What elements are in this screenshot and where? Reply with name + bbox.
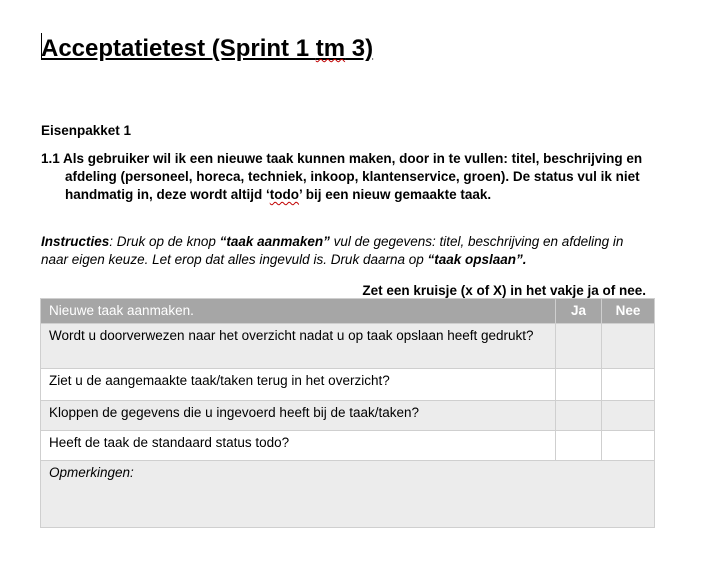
title-part1: Acceptatietest (Sprint 1: [41, 35, 316, 62]
question-cell: Ziet u de aangemaakte taak/taken terug in het overzicht?: [41, 369, 556, 401]
requirement-todo-word: todo: [269, 187, 300, 202]
instructions-button1: “taak aanmaken”: [219, 234, 330, 249]
instructions-button2: “taak opslaan”.: [427, 252, 527, 267]
question-cell: Kloppen de gegevens die u ingevoerd heeft bij de taak/taken?: [41, 401, 556, 431]
question-cell: Wordt u doorverwezen naar het overzicht nadat u op taak opslaan heeft gedrukt?: [41, 324, 556, 369]
remarks-row: [41, 461, 655, 528]
answer-no-cell[interactable]: [602, 324, 655, 369]
table-header-ja: Ja: [556, 299, 602, 324]
requirement-text-before: 1.1 Als gebruiker wil ik een nieuwe taak kunnen maken, door in te vullen: titel, beschrijving en afdeling (personeel, horeca, techniek, inkoop, klantenservice, groen). De status vul ik niet handmatig in, deze wordt altijd ‘: [41, 151, 643, 202]
title-tm: tm: [315, 35, 346, 62]
title-part2: 3): [345, 35, 374, 62]
answer-no-cell[interactable]: [602, 401, 655, 431]
table-header-nee: Nee: [602, 299, 655, 324]
table-row: [41, 369, 655, 401]
table-header-title: Nieuwe taak aanmaken.: [41, 299, 556, 324]
acceptance-test-table: [40, 298, 655, 528]
instructions-text2: vul de gegevens: titel, beschrijving en afdeling in naar eigen keuze. Let erop dat alles ingevuld is. Druk daarna op: [41, 234, 624, 267]
table-row: [41, 431, 655, 461]
section-heading: Eisenpakket 1: [41, 123, 132, 138]
table-header-row: [41, 299, 655, 324]
answer-no-cell[interactable]: [602, 431, 655, 461]
check-hint: Zet een kruisje (x of X) in het vakje ja of nee.: [362, 283, 646, 298]
instructions-paragraph: [41, 233, 646, 269]
answer-no-cell[interactable]: [602, 369, 655, 401]
requirement-text-after: ’ bij een nieuw gemaakte taak.: [299, 187, 492, 202]
question-cell: Heeft de taak de standaard status todo?: [41, 431, 556, 461]
answer-yes-cell[interactable]: [556, 401, 602, 431]
answer-yes-cell[interactable]: [556, 369, 602, 401]
requirement-text: [41, 150, 655, 204]
table-row: [41, 324, 655, 369]
instructions-text1: : Druk op de knop: [109, 234, 220, 249]
table-row: [41, 401, 655, 431]
answer-yes-cell[interactable]: [556, 324, 602, 369]
answer-yes-cell[interactable]: [556, 431, 602, 461]
instructions-label: Instructies: [41, 234, 110, 249]
remarks-cell[interactable]: Opmerkingen:: [41, 461, 655, 528]
document-title: [41, 34, 373, 64]
